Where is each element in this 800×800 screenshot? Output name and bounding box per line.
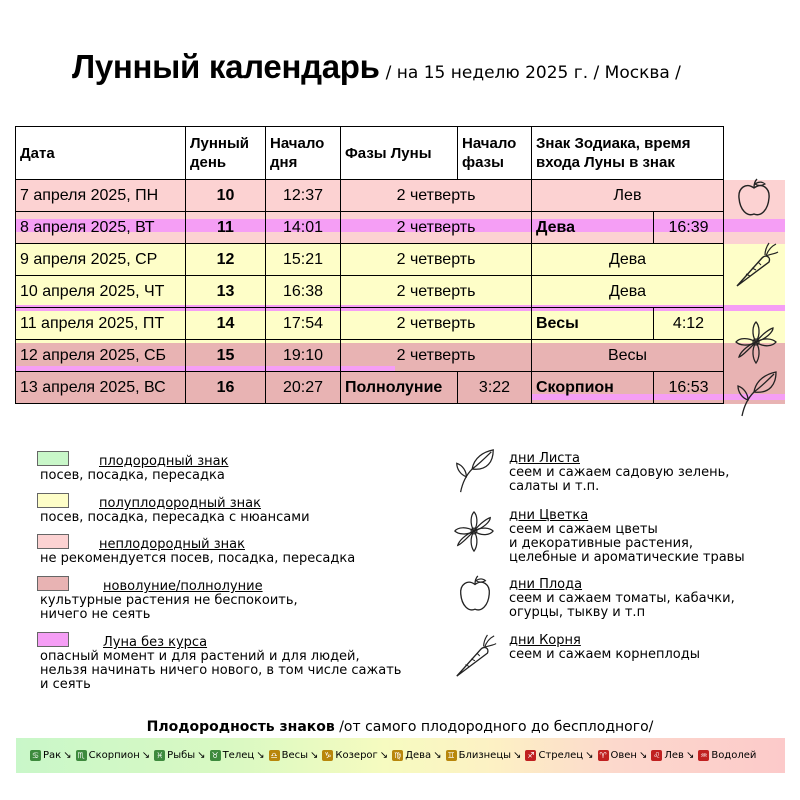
legend-moon-phase-text-2: ничего не сеять xyxy=(40,607,151,622)
zodiac-glyph-icon: ♊ xyxy=(447,751,455,760)
row2-date: 8 апреля 2025, ВТ xyxy=(16,212,186,244)
fertility-scale-heading: Плодородность знаков xyxy=(146,719,335,735)
legend-semi-fertile-text: посев, посадка, пересадка с нюансами xyxy=(40,510,310,525)
zodiac-glyph-icon: ♓ xyxy=(156,751,164,760)
arrow-icon: ↘ xyxy=(197,750,206,761)
row4-sign: Дева xyxy=(532,276,724,308)
flower-icon xyxy=(452,510,496,554)
arrow-icon: ↘ xyxy=(309,750,319,761)
legend-fertile-title: плодородный знак xyxy=(99,454,229,469)
row1-lunar-day: 10 xyxy=(186,180,266,212)
row5-phase: 2 четверть xyxy=(341,308,532,340)
header-zodiac-sign: Знак Зодиака, время входа Луны в знак xyxy=(532,127,724,180)
arrow-icon: ↘ xyxy=(585,750,594,761)
zodiac-sign-name: Водолей xyxy=(711,750,757,761)
legend-flower-days-text-1: сеем и сажаем цветы xyxy=(509,522,658,537)
fertility-scale-bar xyxy=(16,738,785,773)
legend-semi-fertile-swatch xyxy=(37,493,69,508)
flower-icon xyxy=(733,320,779,366)
row6-lunar-day: 15 xyxy=(186,340,266,372)
zodiac-sign-name: Скорпион xyxy=(88,750,140,761)
legend-void-moon-text-3: и сеять xyxy=(40,677,91,692)
row4-day-start: 16:38 xyxy=(266,276,341,308)
legend-infertile-title: неплодородный знак xyxy=(99,537,245,552)
row6-date: 12 апреля 2025, СБ xyxy=(16,340,186,372)
row7-date: 13 апреля 2025, ВС xyxy=(16,372,186,404)
legend-void-moon-text-2: нельзя начинать ничего нового, в том числе сажать xyxy=(40,663,402,678)
header-phase: Фазы Луны xyxy=(341,127,458,180)
legend-leaf-days-text-1: сеем и сажаем садовую зелень, xyxy=(509,465,730,480)
row3-sign: Дева xyxy=(532,244,724,276)
row4-date: 10 апреля 2025, ЧТ xyxy=(16,276,186,308)
row7-sign-time: 16:53 xyxy=(654,372,724,404)
legend-flower-days-text-2: и декоративные растения, xyxy=(509,536,694,551)
legend-void-moon-text-1: опасный момент и для растений и для людей, xyxy=(40,649,360,664)
row3-day-start: 15:21 xyxy=(266,244,341,276)
row1-day-start: 12:37 xyxy=(266,180,341,212)
zodiac-glyph-icon: ♉ xyxy=(211,751,219,760)
zodiac-sign-item xyxy=(651,750,694,761)
header-day-start: Начало дня xyxy=(266,127,341,180)
legend-fertile-text: посев, посадка, пересадка xyxy=(40,468,225,483)
title-subtitle: / на 15 неделю 2025 г. / Москва / xyxy=(385,63,681,83)
zodiac-sign-name: Дева xyxy=(405,750,432,761)
zodiac-sign-item xyxy=(698,750,756,761)
row6-day-start: 19:10 xyxy=(266,340,341,372)
zodiac-sign-item xyxy=(154,750,205,761)
row5-day-start: 17:54 xyxy=(266,308,341,340)
row6-phase: 2 четверть xyxy=(341,340,532,372)
row1-sign: Лев xyxy=(532,180,724,212)
row1-date: 7 апреля 2025, ПН xyxy=(16,180,186,212)
header-lunar-day: Лунный день xyxy=(186,127,266,180)
row7-day-start: 20:27 xyxy=(266,372,341,404)
zodiac-glyph-icon: ♐ xyxy=(527,751,535,760)
row7-phase-time: 3:22 xyxy=(458,372,532,404)
row3-date: 9 апреля 2025, СР xyxy=(16,244,186,276)
arrow-icon: ↘ xyxy=(141,750,151,761)
zodiac-glyph-icon: ♍ xyxy=(394,751,402,760)
zodiac-sign-item xyxy=(76,750,151,761)
carrot-icon xyxy=(452,632,498,680)
zodiac-sign-item xyxy=(322,750,388,761)
legend-fruit-days-text-2: огурцы, тыкву и т.п xyxy=(509,605,646,620)
zodiac-sign-name: Рыбы xyxy=(167,750,196,761)
legend-leaf-days-text-2: салаты и т.п. xyxy=(509,479,600,494)
zodiac-glyph-icon: ♋ xyxy=(31,751,40,760)
zodiac-sign-item xyxy=(446,750,522,761)
zodiac-sign-name: Весы xyxy=(281,750,308,761)
zodiac-sign-item xyxy=(30,750,72,761)
arrow-icon: ↘ xyxy=(379,750,389,761)
zodiac-sign-item xyxy=(525,750,593,761)
legend-moon-phase-title: новолуние/полнолуние xyxy=(103,579,263,594)
arrow-icon: ↘ xyxy=(256,750,265,761)
row2-day-start: 14:01 xyxy=(266,212,341,244)
zodiac-sign-name: Лев xyxy=(664,750,684,761)
row3-lunar-day: 12 xyxy=(186,244,266,276)
legend-void-moon-swatch xyxy=(37,632,69,647)
legend-flower-days-text-3: целебные и ароматические травы xyxy=(509,550,745,565)
zodiac-sign-name: Близнецы xyxy=(458,750,512,761)
zodiac-sign-item xyxy=(210,750,265,761)
legend-void-moon-title: Луна без курса xyxy=(103,635,208,650)
leaf-icon xyxy=(734,368,780,418)
zodiac-sign-name: Овен xyxy=(610,750,637,761)
arrow-icon: ↘ xyxy=(63,750,72,761)
legend-infertile-text: не рекомендуется посев, посадка, пересадка xyxy=(40,551,356,566)
fertility-scale-subtitle: /от самого плодородного до бесплодного/ xyxy=(339,719,654,735)
row1-phase: 2 четверть xyxy=(341,180,532,212)
row5-sign: Весы xyxy=(532,308,654,340)
legend-moon-phase-swatch xyxy=(37,576,69,591)
title-main: Лунный календарь xyxy=(72,48,380,85)
fertility-scale-title xyxy=(0,719,800,735)
row5-date: 11 апреля 2025, ПТ xyxy=(16,308,186,340)
zodiac-glyph-icon: ♏ xyxy=(77,751,85,760)
arrow-icon: ↘ xyxy=(513,750,522,761)
legend-root-days-text-1: сеем и сажаем корнеплоды xyxy=(509,647,700,662)
zodiac-sign-item xyxy=(392,750,441,761)
arrow-icon: ↘ xyxy=(685,750,695,761)
legend-root-days-title: дни Корня xyxy=(509,633,581,648)
zodiac-sign-name: Телец xyxy=(222,750,255,761)
arrow-icon: ↘ xyxy=(433,750,442,761)
legend-fruit-days-text-1: сеем и сажаем томаты, кабачки, xyxy=(509,591,735,606)
zodiac-sign-name: Козерог xyxy=(335,750,378,761)
legend-moon-phase-text-1: культурные растения не беспокоить, xyxy=(40,593,298,608)
row6-sign: Весы xyxy=(532,340,724,372)
row7-phase: Полнолуние xyxy=(341,372,458,404)
carrot-icon xyxy=(732,240,780,290)
zodiac-sign-name: Стрелец xyxy=(538,750,584,761)
apple-icon xyxy=(734,176,774,220)
arrow-icon: ↘ xyxy=(638,750,648,761)
header-date: Дата xyxy=(16,127,186,180)
zodiac-sign-item xyxy=(598,750,648,761)
zodiac-glyph-icon: ♌ xyxy=(653,751,661,760)
zodiac-glyph-icon: ♎ xyxy=(270,751,278,760)
legend-infertile-swatch xyxy=(37,534,69,549)
row4-lunar-day: 13 xyxy=(186,276,266,308)
row2-sign: Дева xyxy=(532,212,654,244)
zodiac-sign-item xyxy=(269,750,319,761)
row5-sign-time: 4:12 xyxy=(654,308,724,340)
zodiac-glyph-icon: ♑ xyxy=(324,751,332,760)
legend-flower-days-title: дни Цветка xyxy=(509,508,589,523)
row2-phase: 2 четверть xyxy=(341,212,532,244)
legend-leaf-days-title: дни Листа xyxy=(509,451,580,466)
row2-lunar-day: 11 xyxy=(186,212,266,244)
legend-fertile-swatch xyxy=(37,451,69,466)
zodiac-sign-name: Рак xyxy=(43,750,62,761)
zodiac-glyph-icon: ♒ xyxy=(700,751,708,760)
apple-icon xyxy=(456,572,494,616)
legend-fruit-days-title: дни Плода xyxy=(509,577,583,592)
row3-phase: 2 четверть xyxy=(341,244,532,276)
row4-phase: 2 четверть xyxy=(341,276,532,308)
zodiac-glyph-icon: ♈ xyxy=(599,751,607,760)
header-phase-start: Начало фазы xyxy=(458,127,532,180)
row7-lunar-day: 16 xyxy=(186,372,266,404)
row5-lunar-day: 14 xyxy=(186,308,266,340)
row2-sign-time: 16:39 xyxy=(654,212,724,244)
leaf-icon xyxy=(452,446,498,494)
row7-sign: Скорпион xyxy=(532,372,654,404)
legend-semi-fertile-title: полуплодородный знак xyxy=(99,496,261,511)
